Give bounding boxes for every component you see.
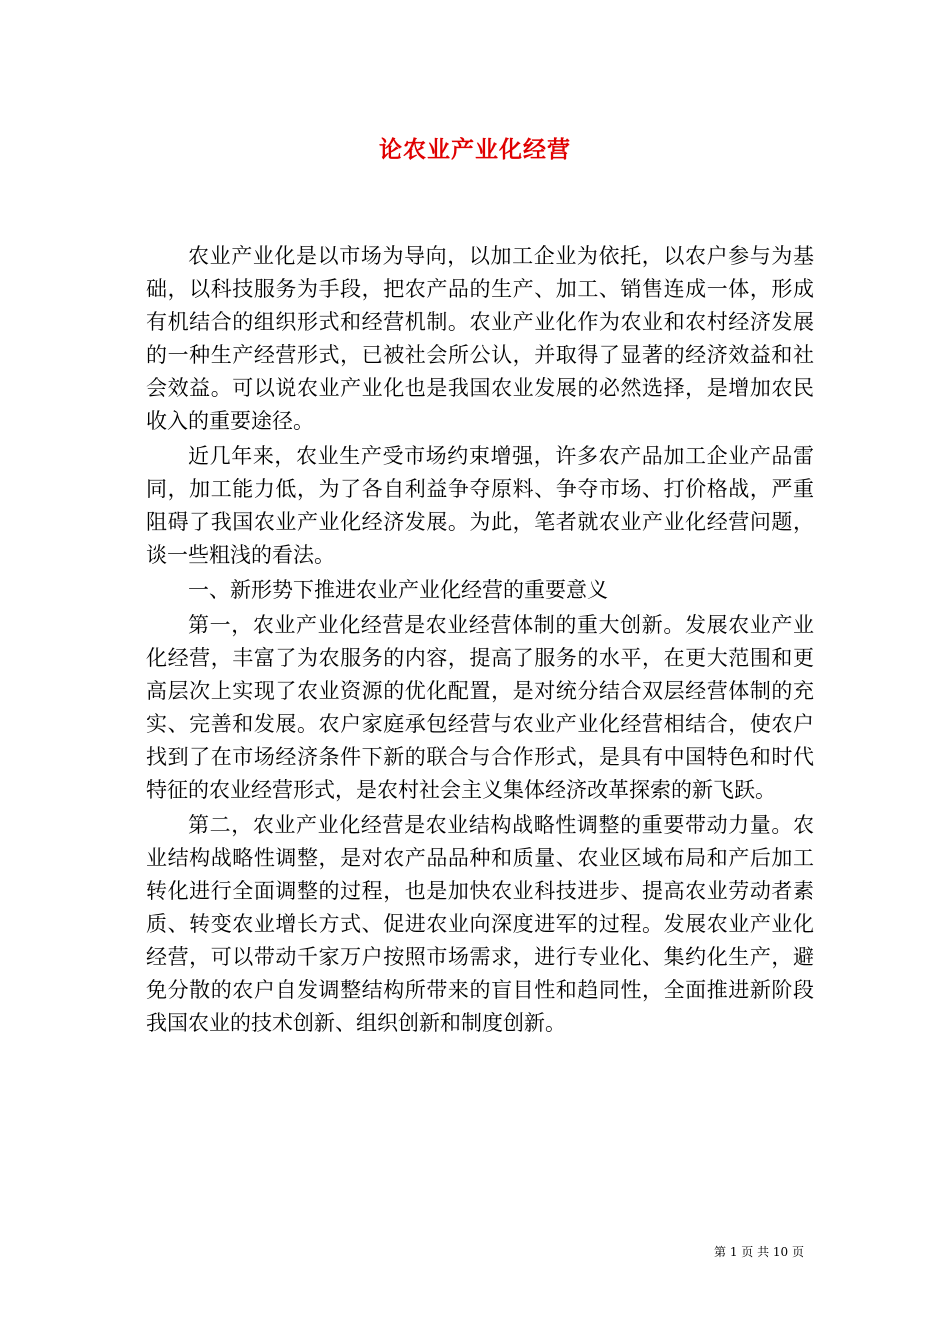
paragraph-1: 农业产业化是以市场为导向，以加工企业为依托，以农户参与为基础，以科技服务为手段，把农产品的生产、加工、销售连成一体，形成有机结合的组织形式和经营机制。农业产业化作为农业和农村经济发展的一种生产经营形式，已被社会所公认，并取得了显著的经济效益和社会效益。可以说农业产业化也是我国农业发展的必然选择，是增加农民收入的重要途径。 (146, 244, 814, 433)
paragraph-3: 第一，农业产业化经营是农业经营体制的重大创新。发展农业产业化经营，丰富了为农服务的内容，提高了服务的水平，在更大范围和更高层次上实现了农业资源的优化配置，是对统分结合双层经营体制的充实、完善和发展。农户家庭承包经营与农业产业化经营相结合，使农户找到了在市场经济条件下新的联合与合作形式，是具有中国特色和时代特征的农业经营形式，是农村社会主义集体经济改革探索的新飞跃。 (146, 613, 814, 802)
page-number-footer: 第 1 页 共 10 页 (714, 1245, 804, 1259)
document-body (146, 240, 814, 1042)
section-heading-1: 一、新形势下推进农业产业化经营的重要意义 (188, 578, 608, 602)
paragraph-2: 近几年来，农业生产受市场约束增强，许多农产品加工企业产品雷同，加工能力低，为了各自利益争夺原料、争夺市场、打价格战，严重阻碍了我国农业产业化经济发展。为此，笔者就农业产业化经营问题，谈一些粗浅的看法。 (146, 444, 814, 567)
document-title: 论农业产业化经营 (379, 136, 571, 163)
paragraph-4: 第二，农业产业化经营是农业结构战略性调整的重要带动力量。农业结构战略性调整，是对农产品品种和质量、农业区域布局和产后加工转化进行全面调整的过程，也是加快农业科技进步、提高农业劳动者素质、转变农业增长方式、促进农业向深度进军的过程。发展农业产业化经营，可以带动千家万户按照市场需求，进行专业化、集约化生产，避免分散的农户自发调整结构所带来的盲目性和趋同性，全面推进新阶段我国农业的技术创新、组织创新和制度创新。 (146, 813, 814, 1035)
